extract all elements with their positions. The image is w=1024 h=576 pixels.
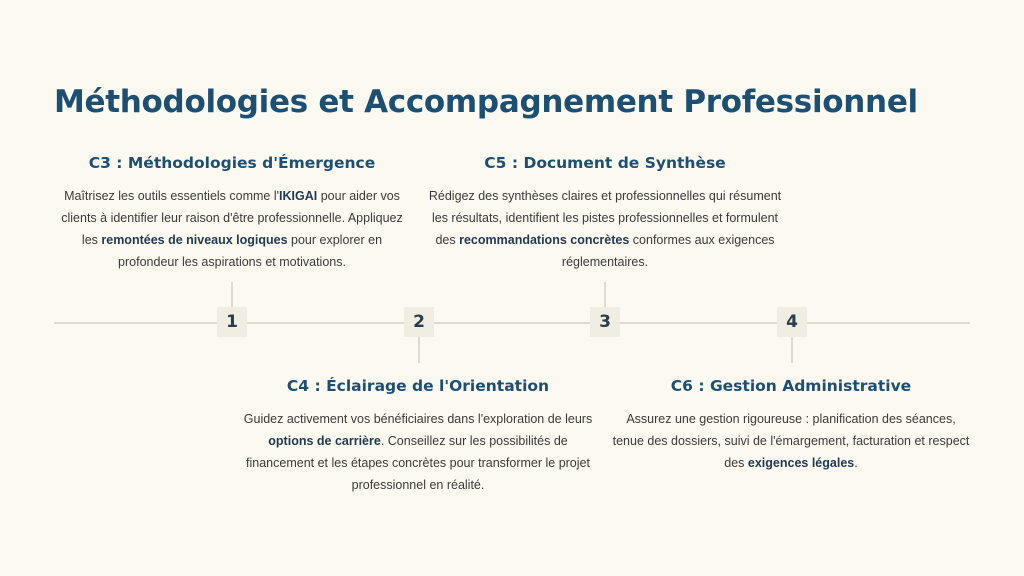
timeline-axis (54, 322, 970, 324)
step-heading-3: C5 : Document de Synthèse (484, 154, 726, 172)
emphasis-text: remontées de niveaux logiques (101, 233, 288, 247)
description-text: Rédigez des synthèses claires et professionnelles qui résument les résultats, identifient les pistes professionnelles et formulent des (428, 189, 782, 247)
step-heading-2: C4 : Éclairage de l'Orientation (286, 377, 550, 395)
description-text: . (854, 456, 858, 470)
step-marker-4: 4 (777, 307, 807, 337)
description-text: Maîtrisez les outils essentiels comme l' (64, 189, 280, 203)
description-text: Assurez une gestion rigoureuse : planification des séances, tenue des dossiers, suivi de l'émargement, facturation et respect des (612, 412, 970, 470)
page-title: Méthodologies et Accompagnement Professionnel (54, 84, 918, 120)
description-text: pour explorer en profondeur les aspirations et motivations. (118, 233, 383, 269)
step-marker-2: 2 (404, 307, 434, 337)
description-text: conformes aux exigences réglementaires. (561, 233, 775, 269)
step-heading-1: C3 : Méthodologies d'Émergence (88, 154, 376, 172)
emphasis-text: exigences légales (747, 456, 855, 470)
step-card-1 (52, 154, 412, 273)
step-description-2 (238, 408, 598, 496)
step-heading-4: C6 : Gestion Administrative (670, 377, 912, 395)
timeline-stem-3 (604, 282, 606, 308)
step-card-2 (238, 377, 598, 496)
timeline-stem-4 (791, 337, 793, 363)
emphasis-text: IKIGAI (279, 189, 318, 203)
step-description-3 (425, 185, 785, 273)
step-card-3 (425, 154, 785, 273)
timeline-stem-2 (418, 337, 420, 363)
emphasis-text: options de carrière (268, 434, 381, 448)
step-description-4 (611, 408, 971, 474)
description-text: pour aider vos clients à identifier leur raison d'être professionnelle. Appliquez les (61, 189, 403, 247)
step-card-4 (611, 377, 971, 474)
step-marker-3: 3 (590, 307, 620, 337)
step-description-1 (52, 185, 412, 273)
timeline-stem-1 (231, 282, 233, 308)
description-text: . Conseillez sur les possibilités de financement et les étapes concrètes pour transformer le projet professionnel en réalité. (246, 434, 590, 492)
description-text: Guidez activement vos bénéficiaires dans l'exploration de leurs (243, 412, 593, 426)
step-marker-1: 1 (217, 307, 247, 337)
emphasis-text: recommandations concrètes (459, 233, 630, 247)
